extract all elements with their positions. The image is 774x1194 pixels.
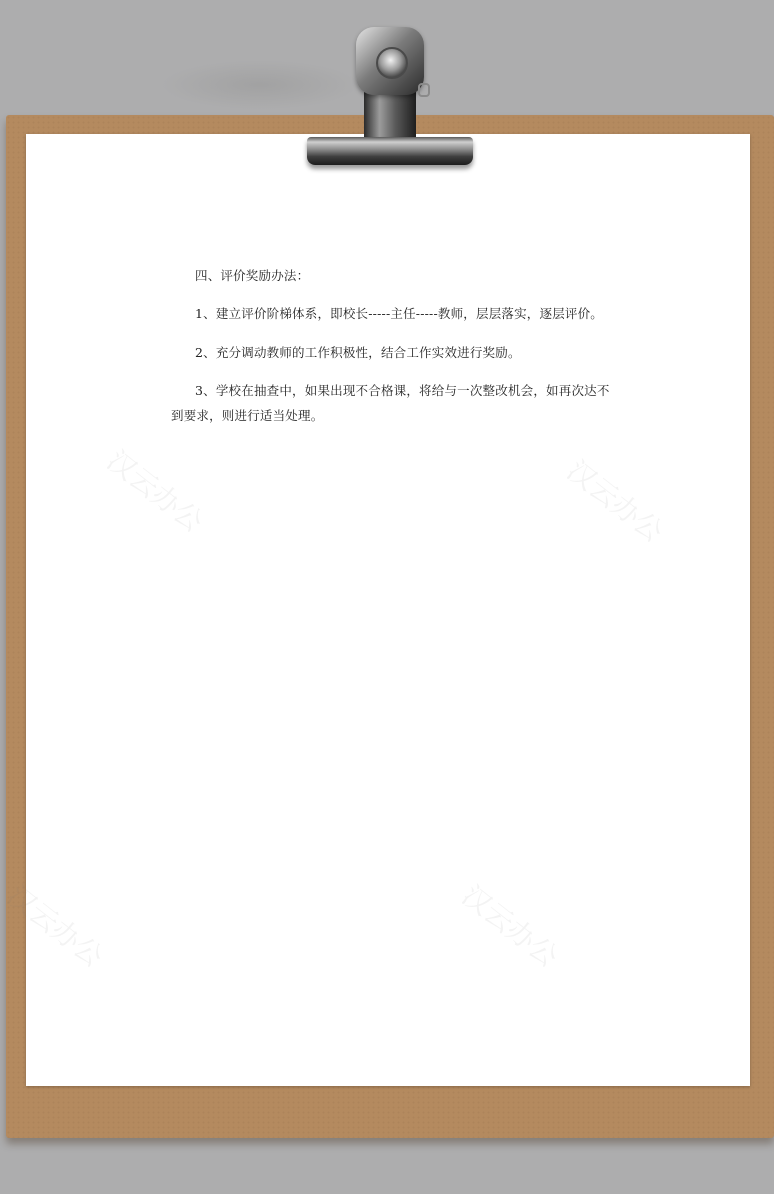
- list-item-continuation: 到要求，则进行适当处理。: [171, 408, 324, 423]
- clip-wire: [418, 83, 430, 97]
- clip-bar: [307, 137, 473, 165]
- watermark: 汉云办公: [100, 443, 210, 539]
- binder-clip: [300, 25, 480, 180]
- section-heading: 四、评价奖励办法：: [195, 268, 310, 283]
- paper-sheet: [26, 134, 750, 1086]
- list-item: 2、充分调动教师的工作积极性，结合工作实效进行奖励。: [195, 345, 521, 360]
- watermark: 汉云办公: [0, 878, 110, 974]
- watermark: 汉云办公: [455, 878, 565, 974]
- list-item: 3、学校在抽查中，如果出现不合格课，将给与一次整改机会，如再次达不: [195, 383, 610, 398]
- watermark: 汉云办公: [560, 453, 670, 549]
- list-item: 1、建立评价阶梯体系，即校长-----主任-----教师，层层落实，逐层评价。: [195, 306, 603, 321]
- clip-hole: [376, 47, 408, 79]
